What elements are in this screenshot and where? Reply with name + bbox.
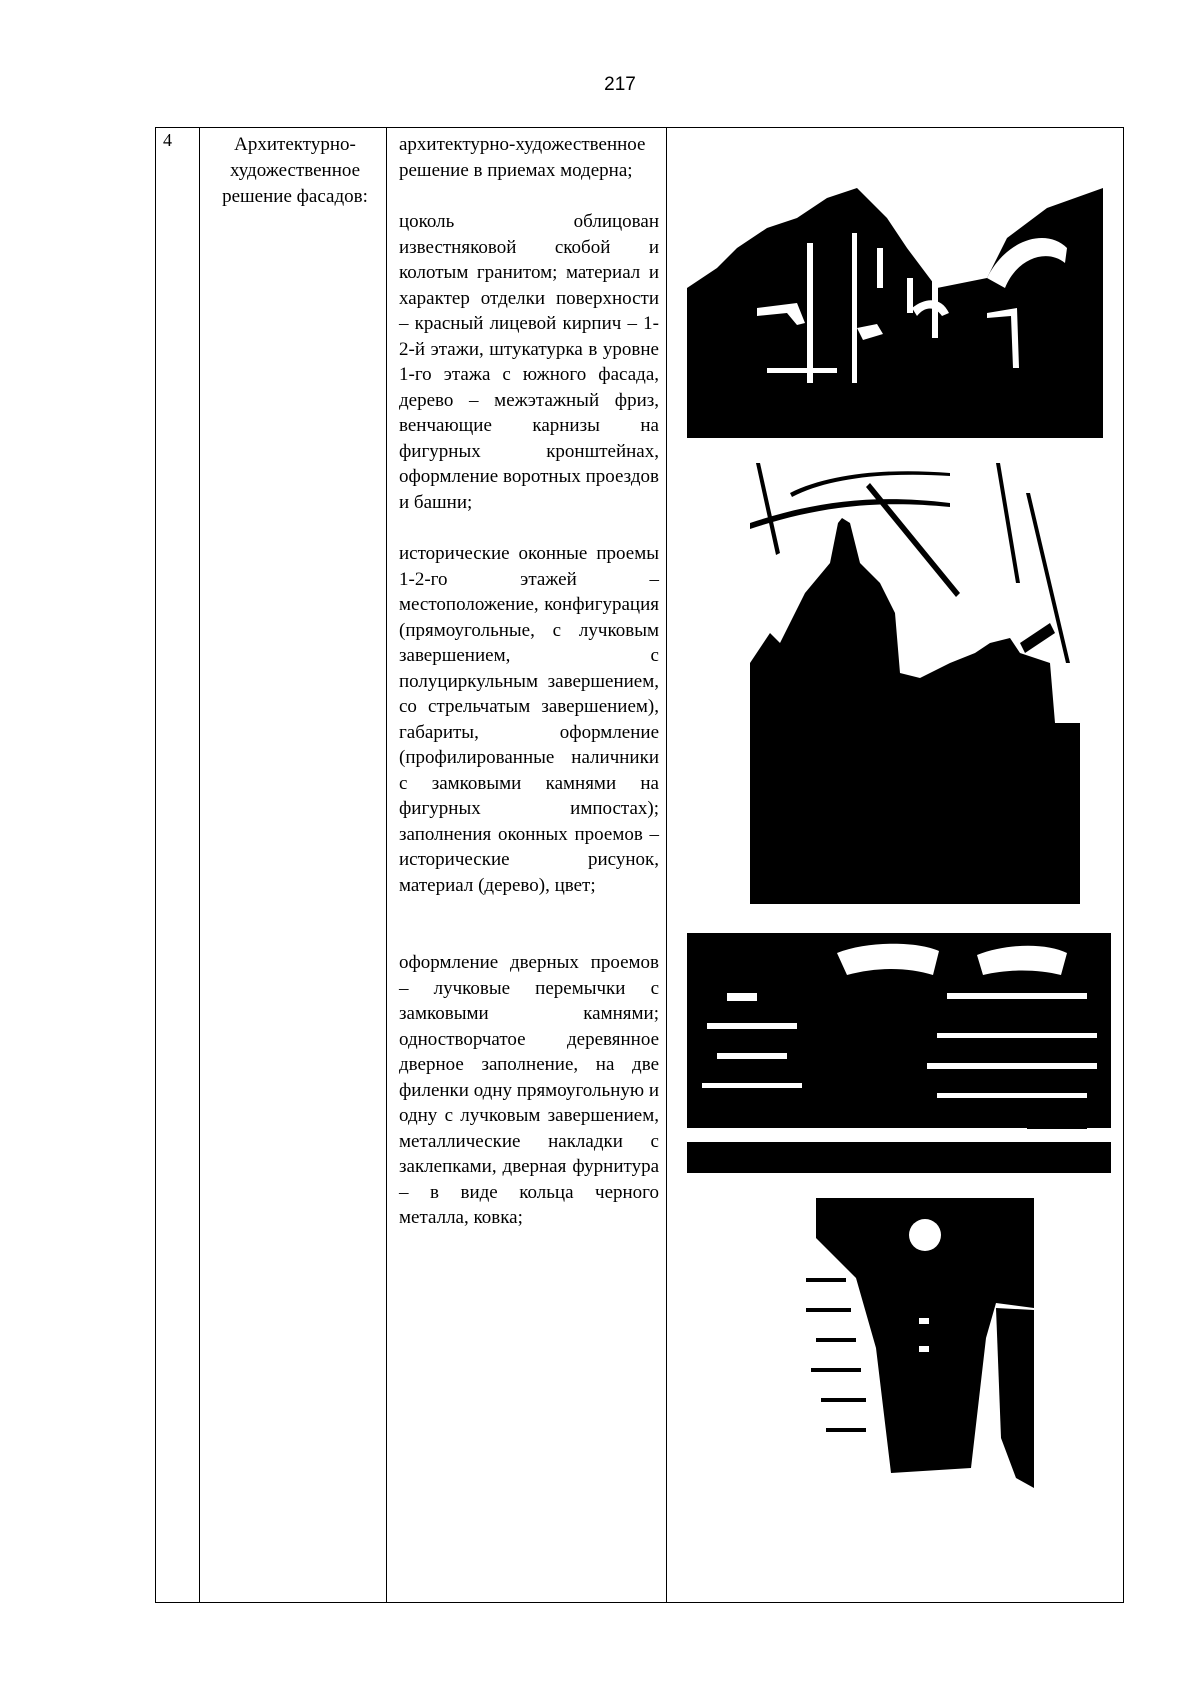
description-paragraph: оформление дверных проемов – лучковые перемычки с замковыми камнями; одностворчатое деревянное дверное заполнение, на две филенки одну прямоугольную и одну с лучковым завершением, металлические накладки с заклепками, дверная фурнитура – в виде кольца черного металла, ковка;: [399, 952, 659, 1228]
column-divider: [386, 128, 387, 1602]
row-name: Архитектурно-художественное решение фасадов:: [222, 134, 368, 207]
door-photo: [796, 1198, 1034, 1510]
page-number: 217: [604, 74, 636, 95]
description-paragraph: исторические оконные проемы 1-2-го этажей – местоположение, конфигурация (прямоугольные, с лучковым завершением, с полуциркульным завершением, со стрельчатым завершением), габариты, оформление (профилированные наличники с замковыми камнями на фигурных импостах); заполнения оконных проемов – исторические рисунок, материал (дерево), цвет;: [399, 543, 659, 896]
tower-photo: [750, 463, 1080, 904]
window-photo: [687, 933, 1111, 1173]
description-paragraph: архитектурно-художественное решение в приемах модерна;: [399, 134, 646, 181]
description-paragraph: цоколь облицован известняковой скобой и колотым гранитом; материал и характер отделки поверхности – красный лицевой кирпич – 1-2-й этажи, штукатурка в уровне 1-го этажа с южного фасада, дерево – межэтажный фриз, венчающие карнизы на фигурных кронштейнах, оформление воротных проездов и башни;: [399, 211, 659, 513]
facade-photo: [687, 128, 1103, 438]
row-number: 4: [163, 130, 172, 150]
column-divider: [666, 128, 667, 1602]
row-description: [399, 132, 659, 1231]
column-divider: [199, 128, 200, 1602]
attribute-table: [155, 127, 1124, 1603]
